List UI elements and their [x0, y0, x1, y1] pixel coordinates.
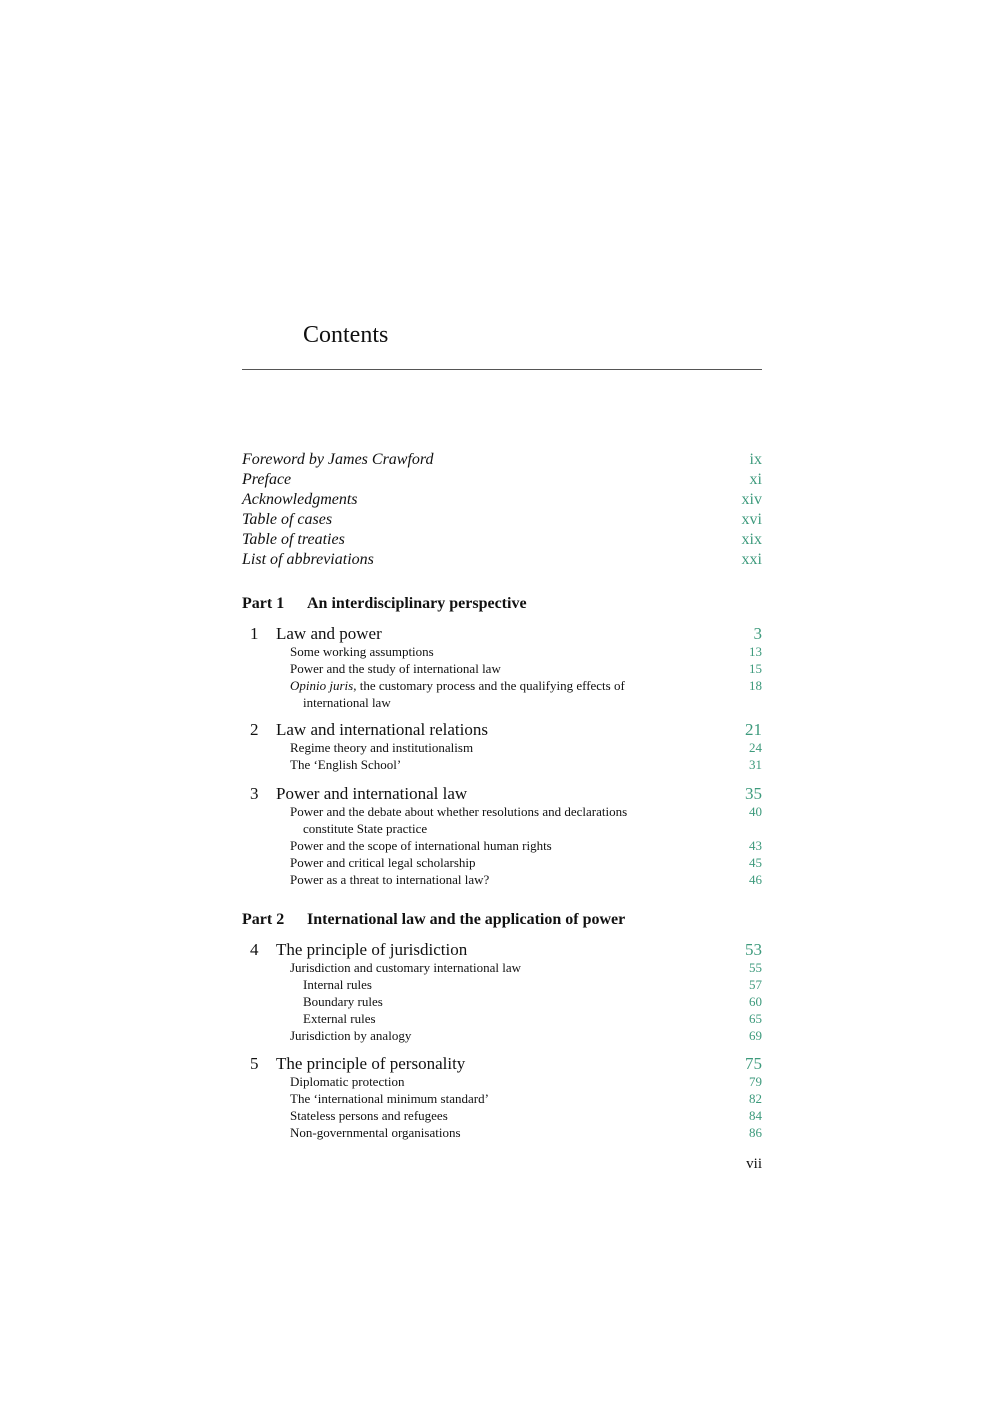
part-heading [242, 910, 762, 930]
page-number: 46 [749, 872, 762, 887]
section-title-continuation: international law [303, 695, 391, 710]
section-title: Internal rules [303, 977, 372, 992]
front-matter-item [242, 470, 762, 490]
page-number: 53 [745, 940, 762, 959]
chapter-entry [242, 785, 762, 888]
chapter-number: 3 [250, 784, 259, 803]
chapter-title: Law and international relations [276, 720, 488, 739]
page-number: 65 [749, 1011, 762, 1026]
part-title: An interdisciplinary perspective [307, 595, 527, 612]
chapter-title-group [242, 1055, 465, 1073]
page-title: Contents [303, 322, 389, 348]
front-matter-item [242, 530, 762, 550]
section-title: , the customary process and the qualifying effects of [353, 678, 625, 693]
chapter-title: The principle of personality [276, 1054, 466, 1073]
page-number: 84 [749, 1108, 762, 1123]
section-entry [242, 756, 762, 773]
section-title: Power and the scope of international human rights [290, 838, 552, 853]
section-entry [242, 993, 762, 1010]
page-number: 13 [749, 644, 762, 659]
section-title-group [242, 803, 627, 837]
page-number: 57 [749, 977, 762, 992]
section-title: Power as a threat to international law? [290, 872, 490, 887]
section-entry [242, 739, 762, 756]
page-number: 43 [749, 838, 762, 853]
section-title: The ‘English School’ [290, 757, 402, 772]
section-title: Power and critical legal scholarship [290, 855, 476, 870]
front-matter-item [242, 510, 762, 530]
section-entry [242, 854, 762, 871]
section-title: Diplomatic protection [290, 1074, 405, 1089]
section-title: Jurisdiction by analogy [290, 1028, 412, 1043]
chapter-heading [242, 625, 762, 643]
section-title: Non-governmental organisations [290, 1125, 461, 1140]
section-title: Regime theory and institutionalism [290, 740, 474, 755]
section-entry [242, 643, 762, 660]
section-title: Boundary rules [303, 994, 383, 1009]
section-title: External rules [303, 1011, 376, 1026]
section-title: Some working assumptions [290, 644, 434, 659]
front-matter-list [242, 450, 762, 570]
chapter-title-group [242, 785, 467, 803]
section-entry [242, 1010, 762, 1027]
page-number: 86 [749, 1125, 762, 1140]
section-title: Stateless persons and refugees [290, 1108, 448, 1123]
page-number: 69 [749, 1028, 762, 1043]
page-number: 82 [749, 1091, 762, 1106]
section-entry [242, 1107, 762, 1124]
chapter-title-group [242, 625, 382, 643]
chapter-entry [242, 1055, 762, 1141]
chapter-title: Power and international law [276, 784, 468, 803]
page-number: 24 [749, 740, 762, 755]
section-entry [242, 660, 762, 677]
chapter-title-group [242, 721, 488, 739]
page-number: 31 [749, 757, 762, 772]
entry-title: Table of treaties [242, 531, 345, 548]
section-entry [242, 1124, 762, 1141]
page-number: 55 [749, 960, 762, 975]
page-number: xi [749, 471, 762, 488]
chapter-entry [242, 625, 762, 711]
part-heading [242, 594, 762, 614]
chapter-heading [242, 721, 762, 739]
part-label: Part 2 [242, 911, 285, 928]
page-number: 40 [749, 804, 762, 819]
chapter-heading [242, 785, 762, 803]
chapter-number: 5 [250, 1054, 259, 1073]
page-number: 45 [749, 855, 762, 870]
chapter-title-group [242, 941, 467, 959]
section-entry [242, 837, 762, 854]
page-number: 60 [749, 994, 762, 1009]
front-matter-item [242, 490, 762, 510]
section-title-group [242, 677, 625, 711]
page-number: xix [741, 531, 762, 548]
page-number: 75 [745, 1054, 762, 1073]
section-entry [242, 677, 762, 711]
page-number: 3 [753, 624, 762, 643]
section-entry [242, 803, 762, 837]
chapter-title: Law and power [276, 624, 382, 643]
section-entry [242, 959, 762, 976]
page-folio: vii [746, 1156, 762, 1172]
entry-title: Foreword by James Crawford [242, 451, 434, 468]
page-number: 79 [749, 1074, 762, 1089]
chapter-heading [242, 1055, 762, 1073]
front-matter-item [242, 450, 762, 470]
section-title-italic: Opinio juris [290, 678, 354, 693]
chapter-number: 1 [250, 624, 259, 643]
part-title: International law and the application of power [307, 911, 626, 928]
section-title-line [290, 803, 627, 820]
section-title-line [290, 677, 625, 694]
chapter-number: 2 [250, 720, 259, 739]
section-title: The ‘international minimum standard’ [290, 1091, 489, 1106]
page-number: xvi [741, 511, 762, 528]
part-label: Part 1 [242, 595, 285, 612]
page-number: 18 [749, 678, 762, 693]
section-entry [242, 871, 762, 888]
page-number: 21 [745, 720, 762, 739]
entry-title: Preface [242, 471, 292, 488]
chapter-number: 4 [250, 940, 259, 959]
page-number: 35 [745, 784, 762, 803]
page-number: ix [749, 451, 762, 468]
section-entry [242, 1090, 762, 1107]
front-matter-item [242, 550, 762, 570]
chapter-title: The principle of jurisdiction [276, 940, 468, 959]
section-title: Power and the debate about whether resolutions and declarations [290, 804, 628, 819]
section-entry [242, 1027, 762, 1044]
entry-title: List of abbreviations [242, 551, 374, 568]
title-rule [242, 369, 762, 370]
chapter-entry [242, 721, 762, 773]
section-title-continuation: constitute State practice [303, 821, 428, 836]
page-number: xiv [741, 491, 762, 508]
section-title: Jurisdiction and customary international law [290, 960, 522, 975]
section-title: Power and the study of international law [290, 661, 501, 676]
chapter-entry [242, 941, 762, 1044]
section-entry [242, 976, 762, 993]
page-number: 15 [749, 661, 762, 676]
chapter-heading [242, 941, 762, 959]
entry-title: Acknowledgments [242, 491, 358, 508]
section-entry [242, 1073, 762, 1090]
page-number: xxi [741, 551, 762, 568]
entry-title: Table of cases [242, 511, 333, 528]
